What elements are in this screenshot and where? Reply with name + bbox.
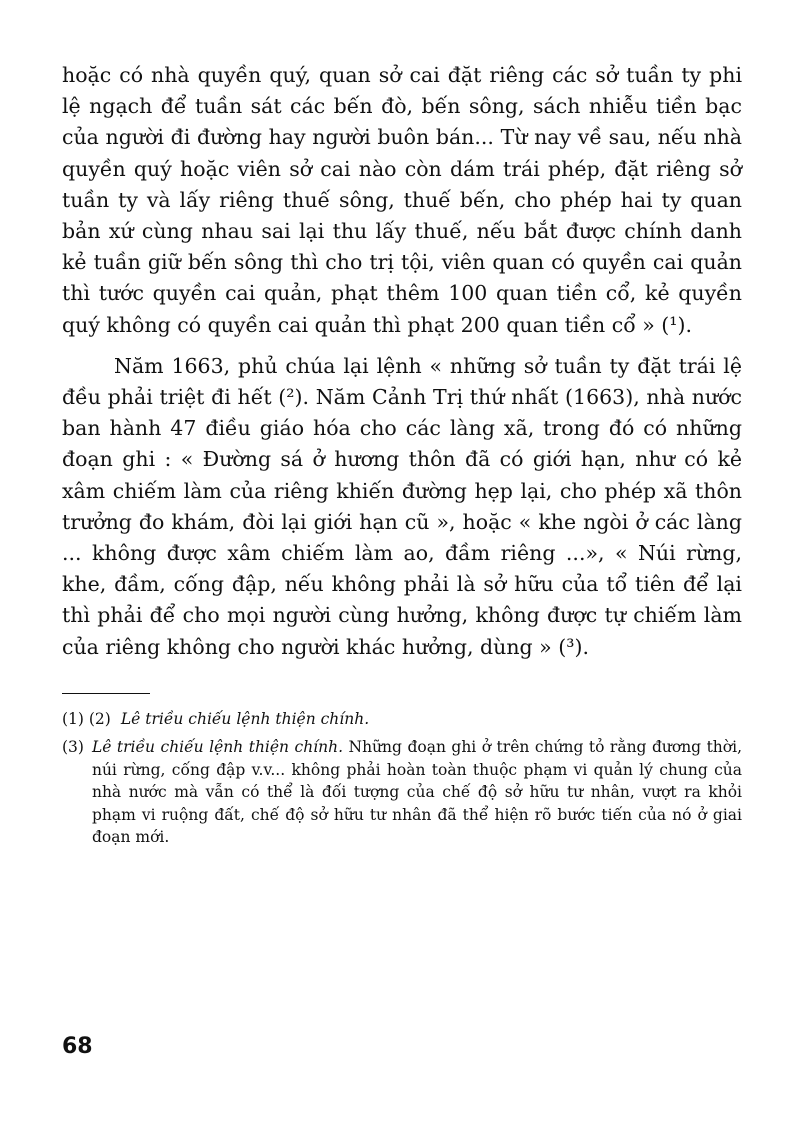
page-number: 68 (62, 1034, 93, 1059)
footnote-divider (62, 693, 150, 694)
footnote-body (92, 736, 742, 849)
footnote-1-2 (62, 708, 742, 731)
footnotes (62, 708, 742, 849)
footnote-marker: (1) (2) (62, 709, 111, 728)
footnote-source-title: Lê triều chiếu lệnh thiện chính. (91, 738, 344, 757)
footnote-source-title: Lê triều chiếu lệnh thiện chính. (120, 709, 370, 728)
body-paragraph-2: Năm 1663, phủ chúa lại lệnh « những sở tuần ty đặt trái lệ đều phải triệt đi hết (²). Năm Cảnh Trị thứ nhất (1663), nhà nước ban hành 47 điều giáo hóa cho các làng xã, trong đó có những đoạn ghi : « Đường sá ở hương thôn đã có giới hạn, như có kẻ xâm chiếm làm của riêng khiến đường hẹp lại, cho phép xã thôn trưởng đo khám, đòi lại giới hạn cũ », hoặc « khe ngòi ở các làng ... không được xâm chiếm làm ao, đầm riêng ...», « Núi rừng, khe, đầm, cống đập, nếu không phải là sở hữu của tổ tiên để lại thì phải để cho mọi người cùng hưởng, không được tự chiếm làm của riêng không cho người khác hưởng, dùng » (³). (62, 353, 742, 659)
page-content (62, 60, 742, 855)
footnote-body (119, 708, 742, 731)
footnote-3 (62, 736, 742, 849)
body-paragraph-1: hoặc có nhà quyền quý, quan sở cai đặt riêng các sở tuần ty phi lệ ngạch để tuần sát các bến đò, bến sông, sách nhiễu tiền bạc của người đi đường hay người buôn bán... Từ nay về sau, nếu nhà quyền quý hoặc viên sở cai nào còn dám trái phép, đặt riêng sở tuần ty và lấy riêng thuế sông, thuế bến, cho phép hai ty quan bản xứ cùng nhau sai lại thu lấy thuế, nếu bắt được chính danh kẻ tuần giữ bến sông thì cho trị tội, viên quan có quyền cai quản thì tước quyền cai quản, phạt thêm 100 quan tiền cổ, kẻ quyền quý không có quyền cai quản thì phạt 200 quan tiền cổ » (¹). (62, 63, 742, 337)
footnote-text: Những đoạn ghi ở trên chứng tỏ rằng đương thời, núi rừng, cống đập v.v... không phải hoàn toàn thuộc phạm vi quản lý chung của nhà nước mà vẫn có thể là đối tượng của chế độ sở hữu tư nhân, vượt ra khỏi phạm vi ruộng đất, chế độ sở hữu tư nhân đã thể hiện rõ bước tiến của nó ở giai đoạn mới. (91, 738, 743, 847)
footnote-marker: (3) (62, 738, 84, 757)
